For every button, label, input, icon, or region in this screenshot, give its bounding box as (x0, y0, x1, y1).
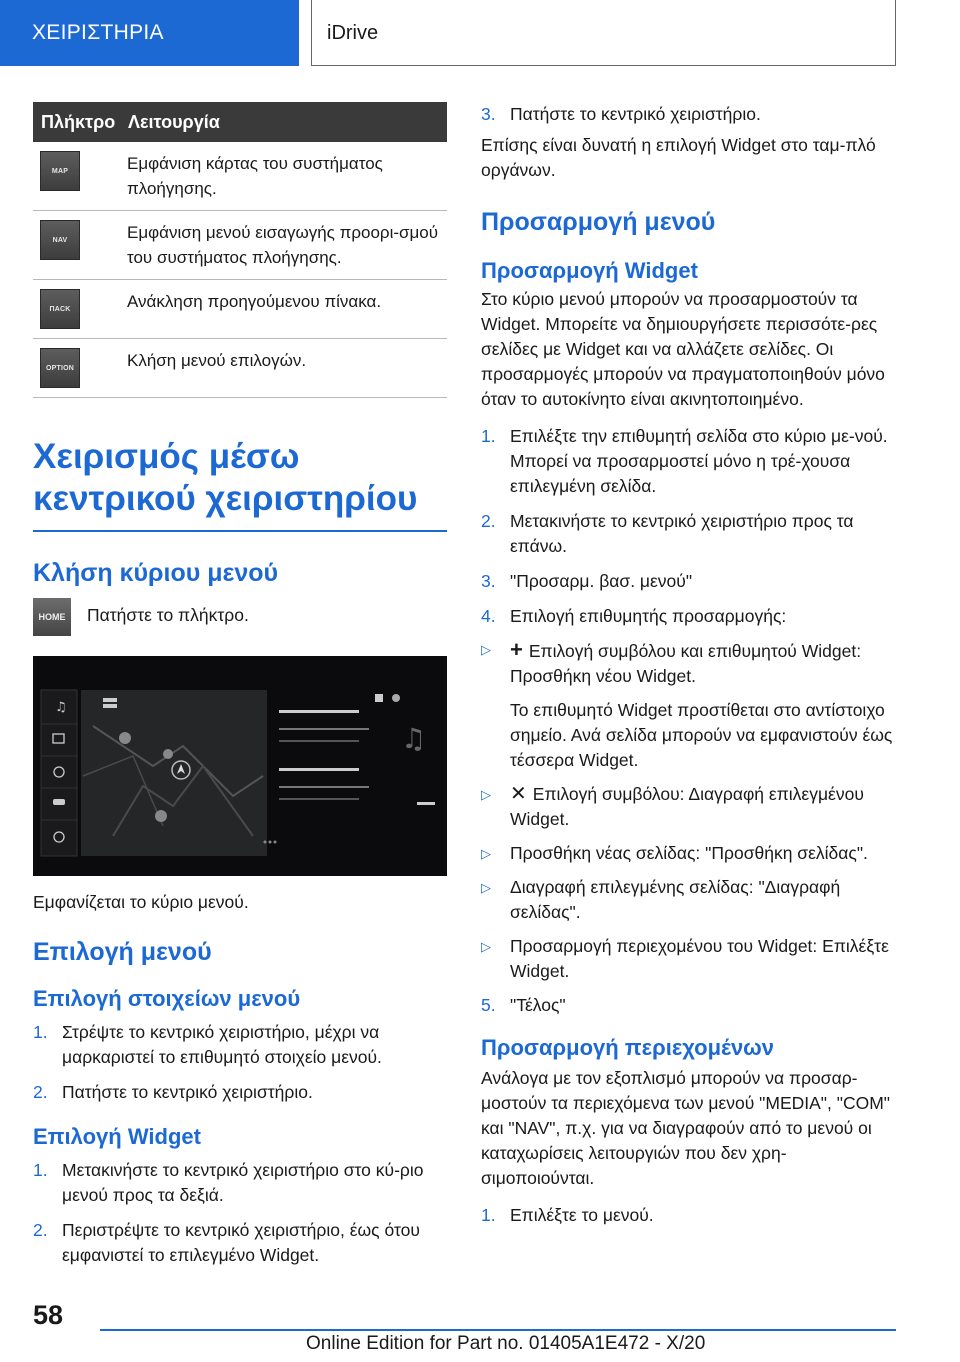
option-add-widget-note: Το επιθυμητό Widget προστίθεται στο αντίστοιχο σημείο. Ανά σελίδα μπορούν να εμφανιστούν έως τέσσερα Widget. (510, 700, 893, 770)
svg-text:♫: ♫ (401, 722, 427, 755)
option-add-page: ▷ Προσθήκη νέας σελίδας: "Προσθήκη σελίδας". (481, 843, 868, 863)
key-function-table (33, 102, 447, 398)
heading-main-menu: Κλήση κύριου μενού (33, 559, 279, 587)
table-header-key: Πλήκτρο (33, 102, 123, 142)
map-key-icon: MAP (40, 151, 80, 191)
heading-select-menu: Επιλογή μενού (33, 938, 212, 966)
customize-widget-text: Στο κύριο μενού μπορούν να προσαρμοστούν τα Widget. Μπορείτε να δημιουργήσετε περισσότε‐ρες σελίδες με Widget και να αλλάζετε σελίδες. Οι προσαρμογές μπορούν να πραγματοποιηθούν μόνο όταν το αυτοκίνητο είναι ακινητοποιημένο. (481, 289, 885, 409)
list-item: 5. "Τέλος" (481, 995, 566, 1015)
heading-customize-content: Προσαρμογή περιεχομένων (481, 1035, 775, 1060)
table-cell: Εμφάνιση μενού εισαγωγής προορι‐σμού του συστήματος πλοήγησης. (123, 211, 447, 280)
footer-divider (100, 1329, 896, 1331)
heading-customize-menu: Προσαρμογή μενού (481, 208, 716, 236)
section-tab[interactable]: ΧΕΙΡΙΣΤΗΡΙΑ (0, 0, 299, 66)
idrive-screen-illustration (33, 656, 447, 876)
table-row (33, 211, 447, 280)
chapter-title: iDrive (311, 0, 896, 66)
table-cell: Κλήση μενού επιλογών. (123, 339, 447, 398)
page-header (0, 0, 960, 66)
home-key-row (33, 598, 447, 636)
left-column (33, 102, 447, 1278)
svg-text:♫: ♫ (55, 700, 67, 715)
table-row (33, 339, 447, 398)
option-delete-widget: ▷ ✕ Επιλογή συμβόλου: Διαγραφή επιλεγμένου Widget. (481, 783, 864, 829)
list-item: 3. "Προσαρμ. βασ. μενού" (481, 571, 693, 591)
list-item: 2. Περιστρέψτε το κεντρικό χειριστήριο, έως ότου εμφανιστεί το επιλεγμένο Widget. (33, 1220, 420, 1265)
heading-select-items: Επιλογή στοιχείων μενού (33, 986, 301, 1011)
screenshot-caption: Εμφανίζεται το κύριο μενού. (33, 892, 249, 912)
option-delete-page: ▷ Διαγραφή επιλεγμένης σελίδας: "Διαγραφή σελίδας". (481, 877, 841, 922)
nav-key-icon: NAV (40, 220, 80, 260)
customize-content-text: Ανάλογα με τον εξοπλισμό μπορούν να προσαρ‐μοστούν τα περιεχόμενα των μενού "MEDIA", "COM" και "NAV", π.χ. για να διαγραφούν από το μενού οι καταχωρίσεις λειτουργιών που δεν χρη‐σιμοποιούνται. (481, 1068, 890, 1188)
right-column (481, 102, 896, 1238)
widget-note: Επίσης είναι δυνατή η επιλογή Widget στο ταμ‐πλό οργάνων. (481, 135, 876, 180)
list-item: 2. Πατήστε το κεντρικό χειριστήριο. (33, 1082, 313, 1102)
edition-footer: Online Edition for Part no. 01405A1E472 - X/20 (306, 1333, 706, 1354)
plus-icon: + (510, 637, 523, 662)
list-item: 1. Επιλέξτε την επιθυμητή σελίδα στο κύριο με‐νού. Μπορεί να προσαρμοστεί μόνο η τρέ‐χουσα επιλεγμένη σελίδα. (481, 426, 888, 496)
steps-select-items (33, 1020, 447, 1105)
section-heading: Χειρισμός μέσω κεντρικού χειριστηρίου (33, 436, 447, 532)
heading-select-widget: Επιλογή Widget (33, 1124, 201, 1149)
customize-options (481, 637, 896, 984)
steps-customize (481, 424, 896, 1018)
list-item: 1. Μετακινήστε το κεντρικό χειριστήριο στο κύ‐ριο μενού προς τα δεξιά. (33, 1160, 424, 1205)
table-header-function: Λειτουργία (123, 102, 447, 142)
steps-select-widget (33, 1158, 447, 1268)
table-row (33, 142, 447, 211)
heading-customize-widget: Προσαρμογή Widget (481, 258, 698, 283)
home-key-text: Πατήστε το πλήκτρο. (87, 605, 249, 625)
steps-customize-content (481, 1203, 896, 1228)
list-item: 1. Στρέψτε το κεντρικό χειριστήριο, μέχρι να μαρκαριστεί το επιθυμητό στοιχείο μενού. (33, 1022, 382, 1067)
option-customize-content: ▷ Προσαρμογή περιεχομένου του Widget: Επιλέξτε Widget. (481, 936, 889, 981)
option-key-icon: OPTION (40, 348, 80, 388)
table-cell: Εμφάνιση κάρτας του συστήματος πλοήγησης. (123, 142, 447, 211)
table-cell: Ανάκληση προηγούμενου πίνακα. (123, 280, 447, 339)
list-item: 2. Μετακινήστε το κεντρικό χειριστήριο προς τα επάνω. (481, 511, 854, 556)
table-row (33, 280, 447, 339)
steps-widget-continued (481, 102, 896, 127)
close-icon: ✕ (510, 783, 527, 805)
option-add-widget: ▷ + Επιλογή συμβόλου και επιθυμητού Widget: Προσθήκη νέου Widget. (481, 637, 862, 686)
list-item: 4. Επιλογή επιθυμητής προσαρμογής: ▷ + Επιλογή συμβόλου και επιθυμητού Widget: Προσθήκη νέου Widget. Το επιθυμητό Widget προστίθεται στο αντίστοιχο σημείο. Ανά σελίδα μπορούν να εμφανιστούν έως τέσσερα Widget. ▷ ✕ Επιλογή συμβόλου: Διαγραφή επιλεγμένου Widget. ▷ Προσθήκη νέας σελίδας: "Προσθήκη σελίδας". ▷ Διαγραφή επιλεγμένης σελίδας: "Διαγραφή σελίδας". ▷ Προσαρμογή περιεχομένου του Widget: Επιλέξτε Widget. (481, 604, 896, 984)
list-item: 1. Επιλέξτε το μενού. (481, 1205, 654, 1225)
main-menu-screenshot (33, 656, 447, 876)
back-key-icon: ΠΑCK (40, 289, 80, 329)
home-key-icon: HOME (33, 598, 71, 636)
page-number: 58 (33, 1300, 64, 1330)
list-item: 3. Πατήστε το κεντρικό χειριστήριο. (481, 104, 761, 124)
